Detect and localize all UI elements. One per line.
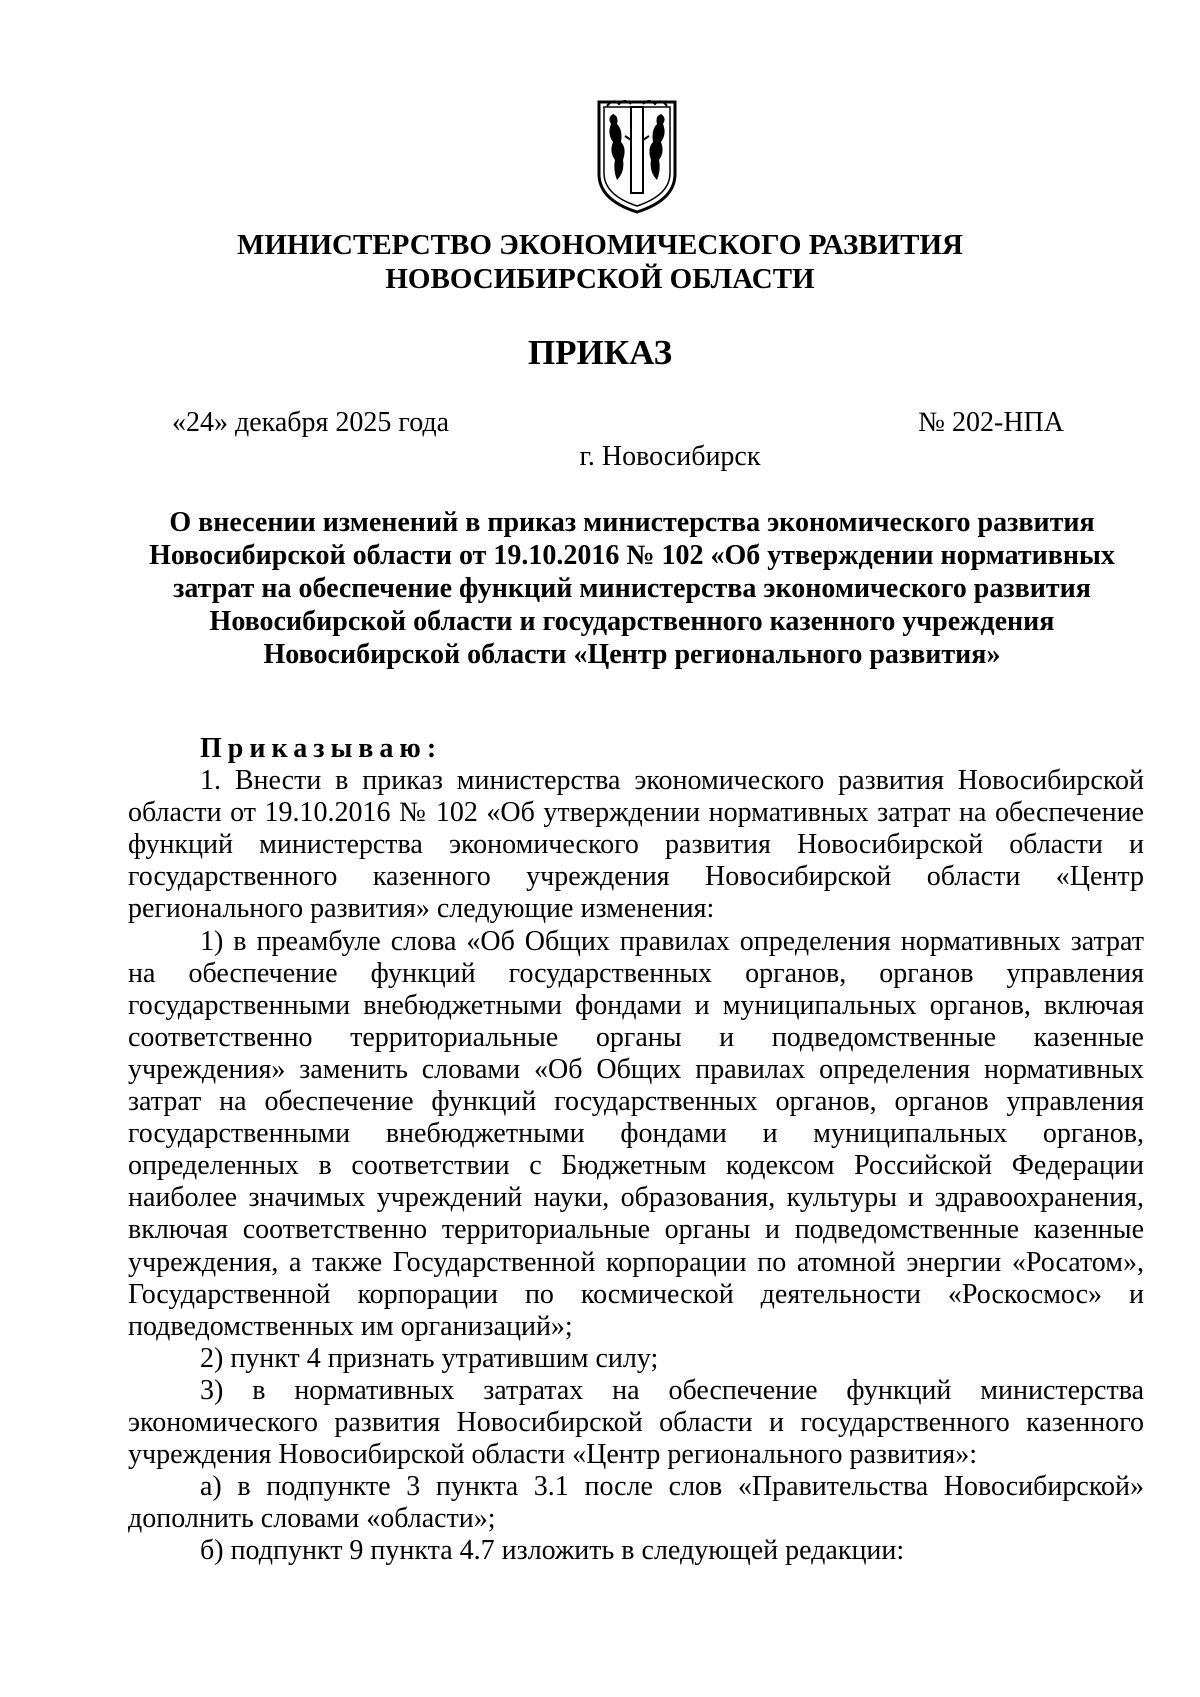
- ministry-name-line: НОВОСИБИРСКОЙ ОБЛАСТИ: [385, 263, 815, 295]
- title-line: затрат на обеспечение функций министерства экономического развития: [173, 573, 1091, 604]
- body-paragraph: 2) пункт 4 признать утратившим силу;: [200, 1342, 659, 1374]
- body-paragraph: 1) в преамбуле слова «Об Общих правилах определения нормативных затрат на обеспечение функций государственных органов, органов управления государственными внебюджетными фондами и муниципальных органов, включая соответственно территориальные органы и подведомственные казенные учреждения» заменить словами «Об Общих правилах определения нормативных затрат на обеспечение функций государственных органов, органов управления государственными внебюджетными фондами и муниципальных органов, определенных в соответствии с Бюджетным кодексом Российской Федерации наиболее значимых учреждений науки, образования, культуры и здравоохранения, включая соответственно территориальные органы и подведомственные казенные учреждения, а также Государственной корпорации по атомной энергии «Росатом», Государственной корпорации по космической деятельности «Роскосмос» и подведомственных им организаций»;: [128, 925, 1144, 1342]
- body-paragraph: б) подпункт 9 пункта 4.7 изложить в следующей редакции:: [200, 1535, 905, 1567]
- title-line: Новосибирской области «Центр регионального развития»: [263, 639, 1001, 670]
- ministry-name: [0, 228, 1200, 296]
- document-title: [128, 506, 1136, 671]
- title-line: О внесении изменений в приказ министерства экономического развития: [169, 507, 1095, 538]
- document-number: № 202-НПА: [918, 407, 1064, 438]
- document-body: [128, 733, 1144, 1567]
- document-type: ПРИКАЗ: [527, 333, 673, 372]
- body-paragraph: 3) в нормативных затратах на обеспечение функций министерства экономического развития Новосибирской области и государственного казенного учреждения Новосибирской области «Центр регионального развития»:: [128, 1374, 1144, 1471]
- document-date: «24» декабря 2025 года: [172, 407, 450, 438]
- document-city: г. Новосибирск: [579, 441, 761, 472]
- title-line: Новосибирской области и государственного казенного учреждения: [209, 606, 1055, 637]
- body-paragraph: а) в подпункте 3 пункта 3.1 после слов «Правительства Новосибирской» дополнить словами «области»;: [128, 1471, 1144, 1535]
- ministry-name-line: МИНИСТЕРСТВО ЭКОНОМИЧЕСКОГО РАЗВИТИЯ: [237, 229, 963, 261]
- title-line: Новосибирской области от 19.10.2016 № 102 «Об утверждении нормативных: [149, 540, 1115, 571]
- body-paragraph: 1. Внести в приказ министерства экономического развития Новосибирской области от 19.10.2016 № 102 «Об утверждении нормативных затрат на обеспечение функций министерства экономического развития Новосибирской области и государственного казенного учреждения Новосибирской области «Центр регионального развития» следующие изменения:: [128, 765, 1144, 925]
- order-heading: Приказываю:: [200, 733, 443, 764]
- coat-of-arms-icon: [595, 96, 679, 214]
